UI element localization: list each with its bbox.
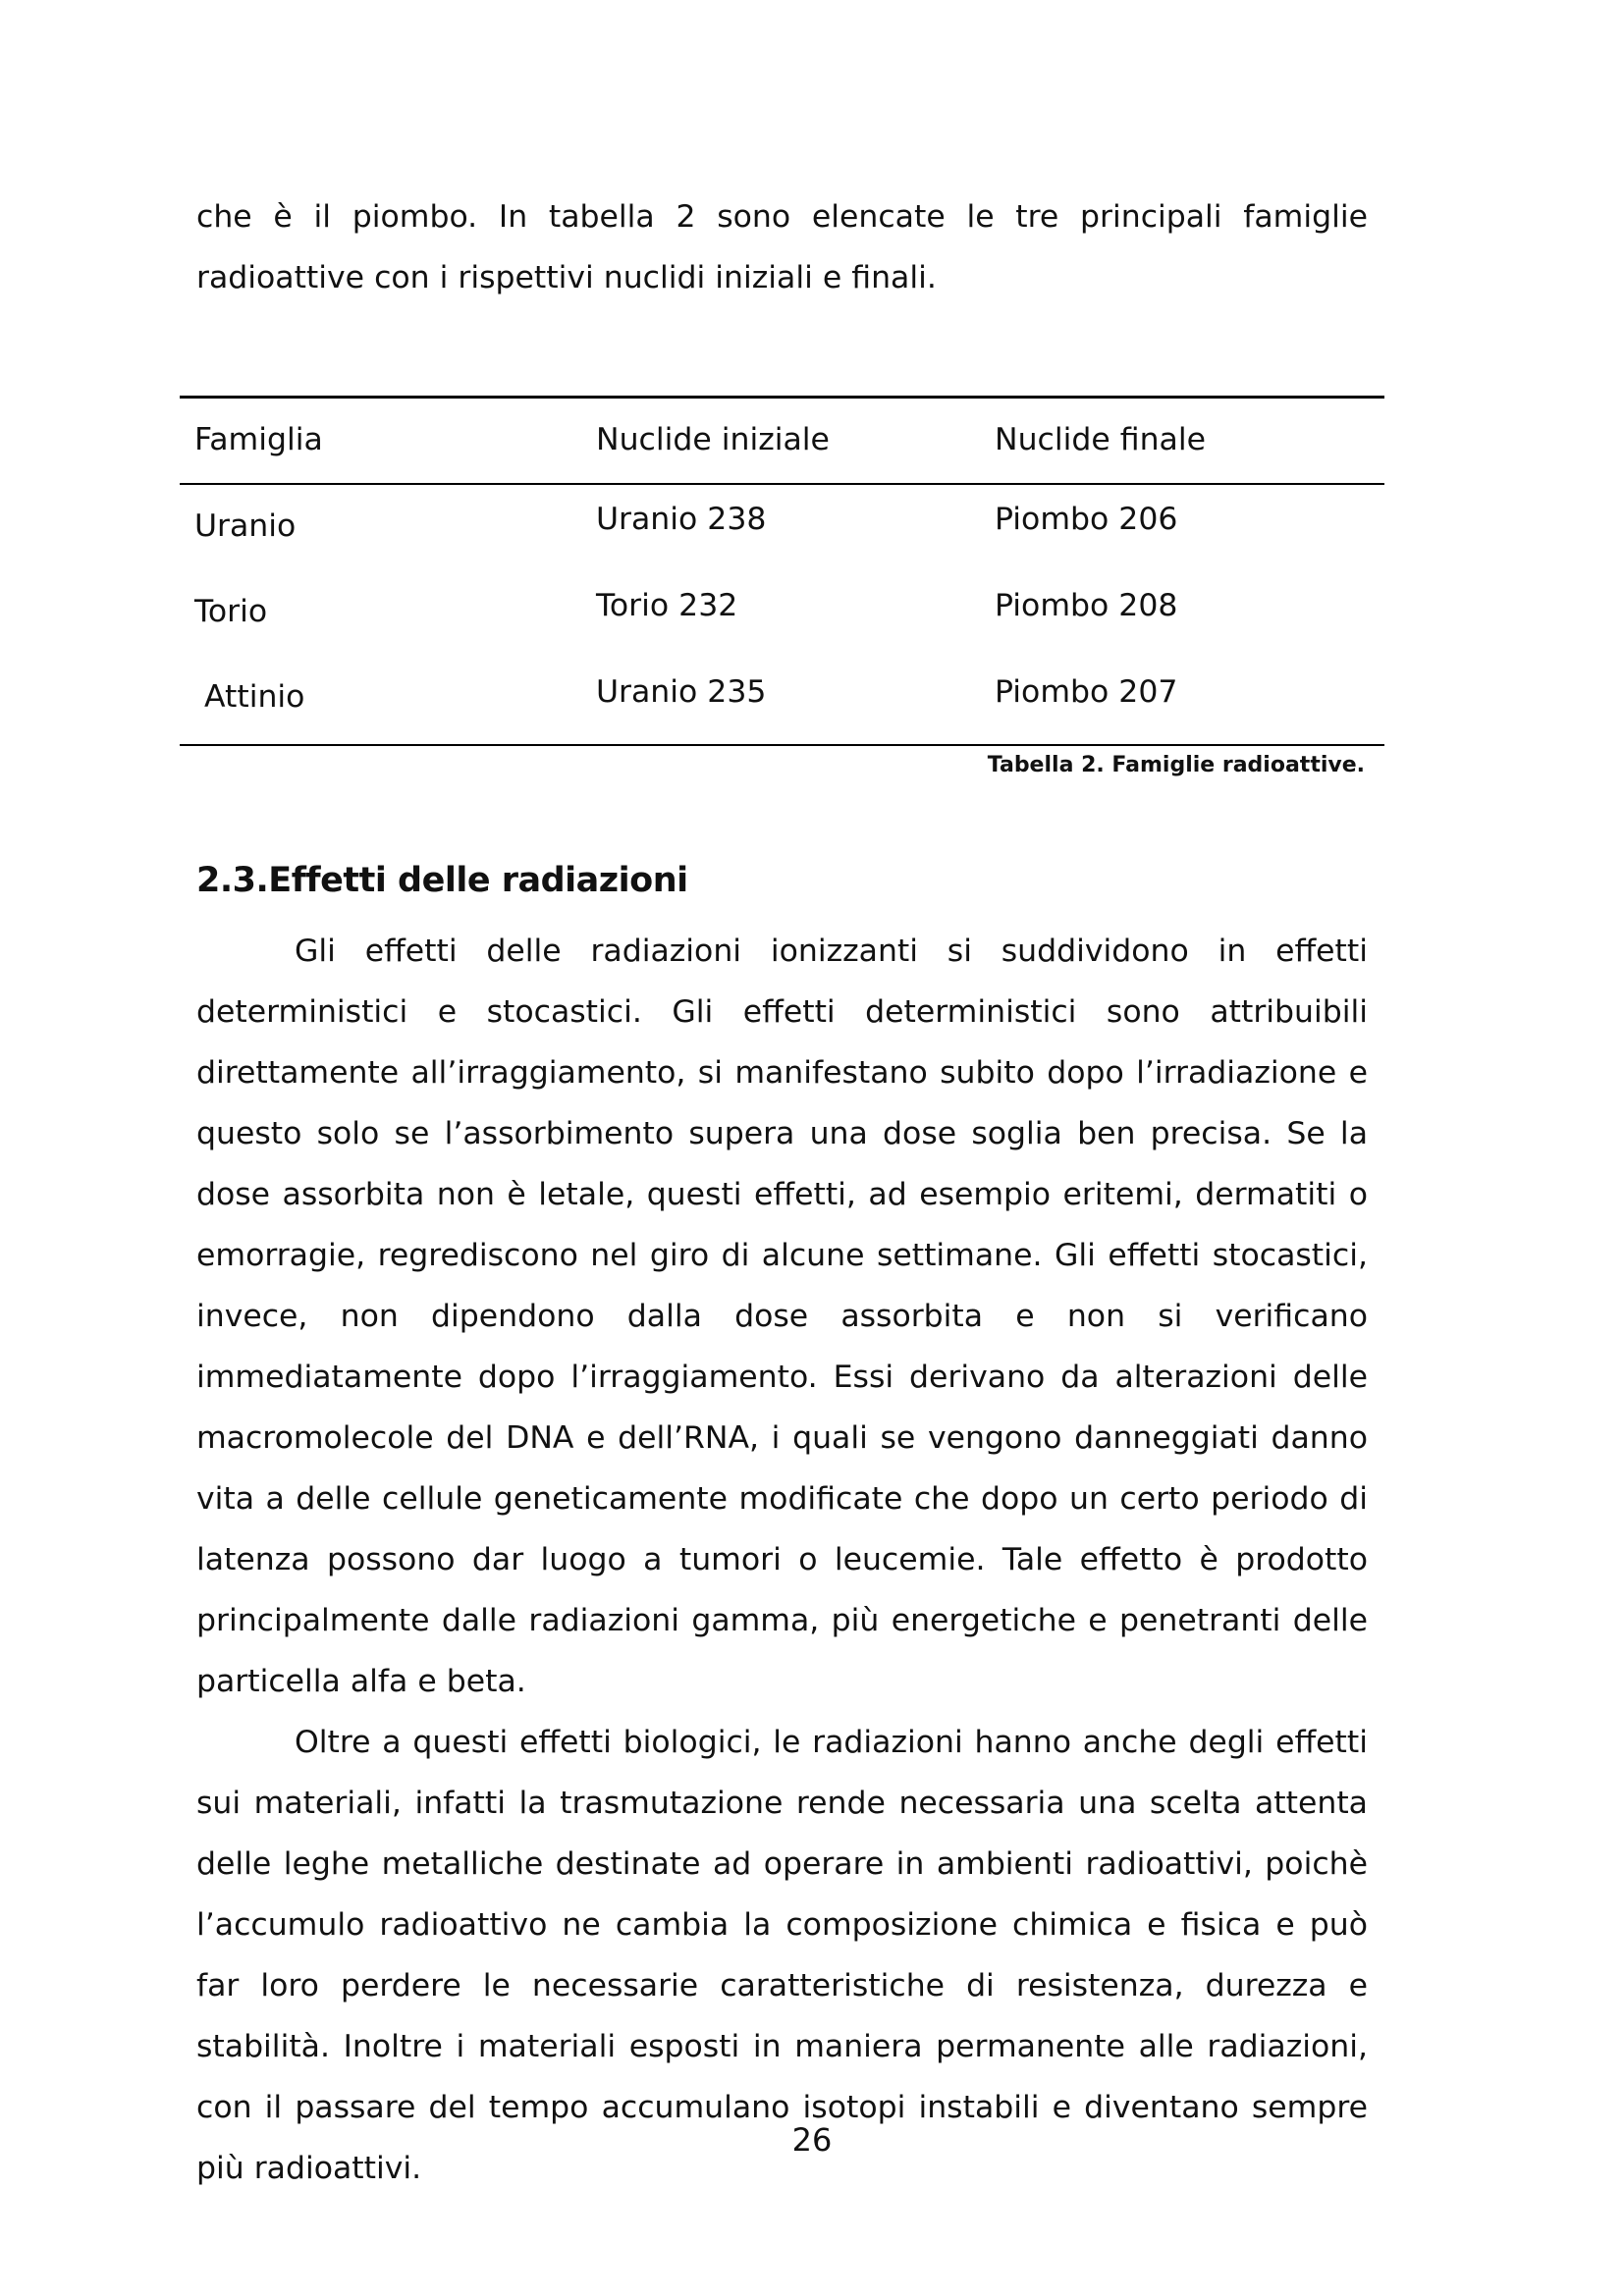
section-heading: 2.3.Effetti delle radiazioni <box>196 861 688 900</box>
table-bottom-rule <box>180 744 1384 746</box>
table-cell-famiglia: Uranio <box>194 508 297 544</box>
table-caption: Tabella 2. Famiglie radioattive. <box>987 753 1365 777</box>
table-cell-nuclide-finale: Piombo 206 <box>995 502 1178 537</box>
table-header-nuclide-iniziale: Nuclide iniziale <box>596 422 830 457</box>
table-cell-nuclide-finale: Piombo 207 <box>995 674 1178 710</box>
intro-paragraph: che è il piombo. In tabella 2 sono elencate le tre principali famiglie radioattive con i rispettivi nuclidi iniziali e finali. <box>196 199 1368 295</box>
table-cell-nuclide-iniziale: Torio 232 <box>596 588 738 623</box>
table-header-famiglia: Famiglia <box>194 422 323 457</box>
table-cell-nuclide-finale: Piombo 208 <box>995 588 1178 623</box>
page-number: 26 <box>791 2121 833 2159</box>
table-cell-famiglia: Torio <box>194 594 268 629</box>
table-top-rule <box>180 396 1384 399</box>
section-body <box>196 921 1368 2199</box>
table-header-nuclide-finale: Nuclide finale <box>995 422 1206 457</box>
table-cell-nuclide-iniziale: Uranio 238 <box>596 502 767 537</box>
table-cell-nuclide-iniziale: Uranio 235 <box>596 674 767 710</box>
body-paragraph: Gli effetti delle radiazioni ionizzanti si suddividono in effetti deterministici e stocastici. Gli effetti deterministici sono attribuibili direttamente all’irraggiamento, si manifestano subito dopo l’irradiazione e questo solo se l’assorbimento supera una dose soglia ben precisa. Se la dose assorbita non è letale, questi effetti, ad esempio eritemi, dermatiti o emorragie, regrediscono nel giro di alcune settimane. Gli effetti stocastici, invece, non dipendono dalla dose assorbita e non si verificano immediatamente dopo l’irraggiamento. Essi derivano da alterazioni delle macromolecole del DNA e dell’RNA, i quali se vengono danneggiati danno vita a delle cellule geneticamente modificate che dopo un certo periodo di latenza possono dar luogo a tumori o leucemie. Tale effetto è prodotto principalmente dalle radiazioni gamma, più energetiche e penetranti delle particella alfa e beta. <box>196 934 1368 1699</box>
table-header-rule <box>180 483 1384 485</box>
body-paragraph: Oltre a questi effetti biologici, le radiazioni hanno anche degli effetti sui materiali, infatti la trasmutazione rende necessaria una scelta attenta delle leghe metalliche destinate ad operare in ambienti radioattivi, poichè l’accumulo radioattivo ne cambia la composizione chimica e fisica e può far loro perdere le necessarie caratteristiche di resistenza, durezza e stabilità. Inoltre i materiali esposti in maniera permanente alle radiazioni, con il passare del tempo accumulano isotopi instabili e diventano sempre più radioattivi. <box>196 1725 1368 2186</box>
table-cell-famiglia: Attinio <box>204 679 305 715</box>
